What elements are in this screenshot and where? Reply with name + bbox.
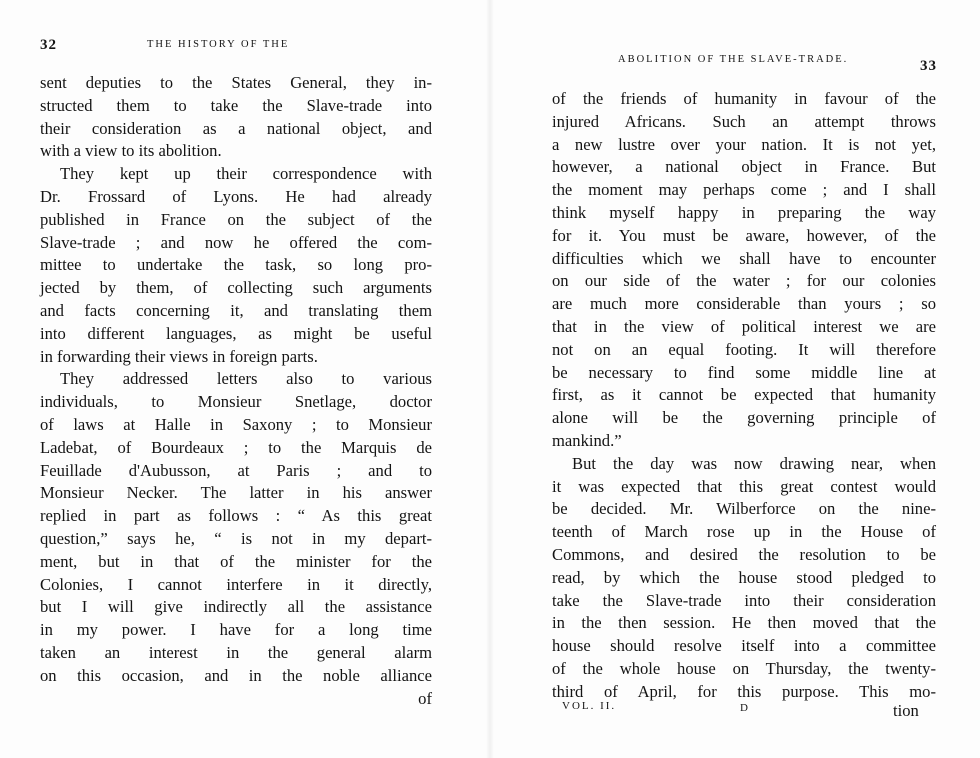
text-line: structed them to take the Slave-trade into: [40, 95, 432, 115]
text-line: of the friends of humanity in favour of the: [552, 89, 936, 108]
text-line: their consideration as a national object, and: [40, 118, 432, 138]
volume-mark: VOL. II.: [562, 700, 617, 712]
text-line: first, as it cannot be expected that humanity: [552, 385, 936, 405]
signature-mark: D: [740, 702, 750, 714]
text-line: it was expected that this great contest would: [552, 476, 936, 496]
text-line: the moment may perhaps come ; and I shall: [552, 180, 936, 200]
text-line: teenth of March rose up in the House of: [552, 522, 936, 542]
text-line: not on an equal footing. It will therefore: [552, 339, 936, 359]
text-line: read, by which the house stood pledged to: [552, 567, 936, 587]
text-line: of the whole house on Thursday, the twenty-: [552, 658, 936, 678]
text-line: alone will be the governing principle of: [552, 408, 936, 428]
text-line: be decided. Mr. Wilberforce on the nine-: [552, 499, 936, 519]
text-line: for it. You must be aware, however, of the: [552, 225, 936, 245]
text-line: sent deputies to the States General, they in-: [40, 73, 432, 92]
right-body-text: [552, 88, 936, 704]
left-body-text: [40, 72, 432, 710]
left-catchword: of: [418, 688, 432, 708]
text-line: published in France on the subject of the: [40, 209, 432, 229]
right-page-number: 33: [920, 58, 937, 74]
text-line: on our side of the water ; for our colonies: [552, 271, 936, 291]
text-line: jected by them, of collecting such arguments: [40, 278, 432, 298]
text-line: replied in part as follows : “ As this great: [40, 506, 432, 526]
text-line: but I will give indirectly all the assistance: [40, 597, 432, 617]
text-line: Slave-trade ; and now he offered the com-: [40, 232, 432, 252]
text-line: are much more considerable than yours ; so: [552, 294, 936, 314]
text-line: Ladebat, of Bourdeaux ; to the Marquis de: [40, 437, 432, 457]
text-line: in my power. I have for a long time: [40, 620, 432, 640]
text-line: taken an interest in the general alarm: [40, 642, 432, 662]
text-line: Monsieur Necker. The latter in his answer: [40, 483, 432, 503]
text-line: mittee to undertake the task, so long pro-: [40, 255, 432, 275]
text-line: be necessary to find some middle line at: [552, 362, 936, 382]
text-line: house should resolve itself into a committee: [552, 636, 936, 656]
text-line: Feuillade d'Aubusson, at Paris ; and to: [40, 460, 432, 480]
right-running-head: ABOLITION OF THE SLAVE-TRADE.: [618, 54, 849, 65]
text-line: They kept up their correspondence with: [60, 164, 432, 184]
text-line: question,” says he, “ is not in my depart-: [40, 528, 432, 548]
text-line: third of April, for this purpose. This mo-: [552, 681, 936, 701]
right-page: [490, 0, 980, 758]
text-line: But the day was now drawing near, when: [572, 453, 936, 473]
text-line: and facts concerning it, and translating them: [40, 300, 432, 320]
text-line: Dr. Frossard of Lyons. He had already: [40, 186, 432, 206]
left-page-number: 32: [40, 37, 57, 53]
text-line: injured Africans. Such an attempt throws: [552, 111, 936, 131]
text-line: with a view to its abolition.: [40, 141, 222, 161]
text-line: that in the view of political interest we are: [552, 316, 936, 336]
text-line: difficulties which we shall have to encounter: [552, 248, 936, 268]
text-line: take the Slave-trade into their consideration: [552, 590, 936, 610]
text-line: of laws at Halle in Saxony ; to Monsieur: [40, 414, 432, 434]
text-line: They addressed letters also to various: [60, 369, 432, 389]
text-line: on this occasion, and in the noble alliance: [40, 665, 432, 685]
text-line: however, a national object in France. But: [552, 157, 936, 177]
text-line: a new lustre over your nation. It is not yet,: [552, 134, 936, 154]
text-line: into different languages, as might be useful: [40, 323, 432, 343]
text-line: in forwarding their views in foreign parts.: [40, 346, 318, 366]
text-line: Commons, and desired the resolution to be: [552, 544, 936, 564]
left-running-head: THE HISTORY OF THE: [147, 39, 290, 50]
text-line: mankind.”: [552, 430, 622, 450]
text-line: think myself happy in preparing the way: [552, 202, 936, 222]
text-line: individuals, to Monsieur Snetlage, doctor: [40, 392, 432, 412]
right-catchword: tion: [893, 701, 919, 720]
text-line: Colonies, I cannot interfere in it directly,: [40, 574, 432, 594]
text-line: ment, but in that of the minister for the: [40, 551, 432, 571]
text-line: in the then session. He then moved that the: [552, 613, 936, 633]
